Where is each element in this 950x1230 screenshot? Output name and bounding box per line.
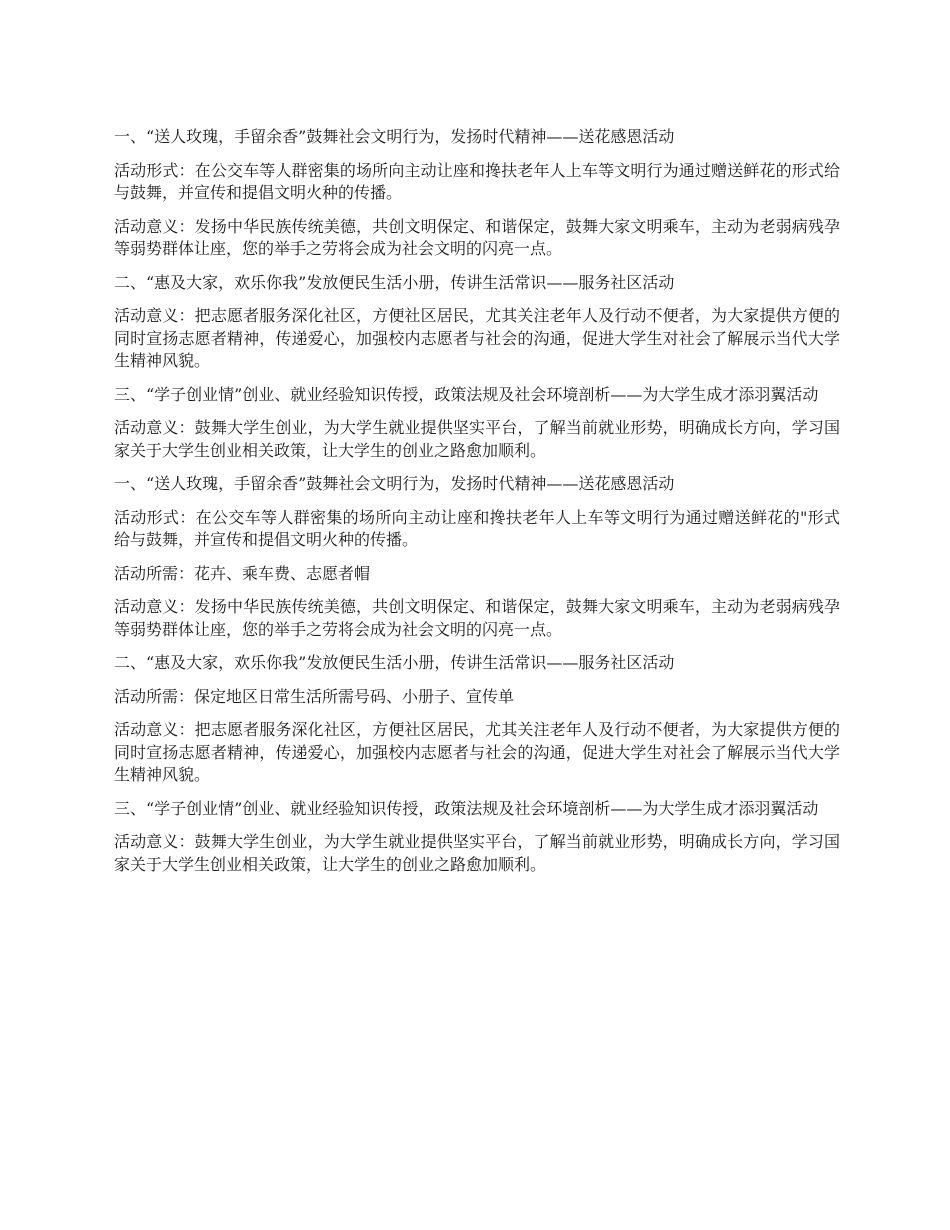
- section-heading-1: 一、“送人玫瑰，手留余香”鼓舞社会文明行为，发扬时代精神——送花感恩活动: [114, 127, 675, 146]
- activity-form-1: 活动形式：在公交车等人群密集的场所向主动让座和搀扶老年人上车等文明行为通过赠送鲜花的形式给与鼓舞，并宣传和提倡文明火种的传播。: [114, 160, 840, 202]
- activity-needs-2: 活动所需：保定地区日常生活所需号码、小册子、宣传单: [114, 686, 515, 706]
- activity-meaning-3-repeat: 活动意义：鼓舞大学生创业，为大学生就业提供坚实平台，了解当前就业形势，明确成长方向，学习国家关于大学生创业相关政策，让大学生的创业之路愈加顺利。: [114, 832, 840, 874]
- section-heading-3-repeat: 三、“学子创业情”创业、就业经验知识传授，政策法规及社会环境剖析——为大学生成才添羽翼活动: [114, 798, 819, 818]
- activity-meaning-2-repeat: 活动意义：把志愿者服务深化社区，方便社区居民，尤其关注老年人及行动不便者，为大家提供方便的同时宣扬志愿者精神，传递爱心，加强校内志愿者与社会的沟通，促进大学生对社会了解展示当代大学生精神风貌。: [114, 720, 840, 784]
- section-heading-2-repeat: 二、“惠及大家，欢乐你我”发放便民生活小册，传讲生活常识——服务社区活动: [114, 653, 675, 672]
- activity-needs-1: 活动所需：花卉、乘车费、志愿者帽: [114, 563, 371, 583]
- activity-form-1-repeat: 活动形式：在公交车等人群密集的场所向主动让座和搀扶老年人上车等文明行为通过赠送鲜花的"形式给与鼓舞，并宣传和提倡文明火种的传播。: [114, 507, 840, 549]
- activity-meaning-1: 活动意义：发扬中华民族传统美德，共创文明保定、和谐保定，鼓舞大家文明乘车，主动为老弱病残孕等弱势群体让座，您的举手之劳将会成为社会文明的闪亮一点。: [114, 216, 840, 258]
- activity-meaning-3: 活动意义：鼓舞大学生创业，为大学生就业提供坚实平台，了解当前就业形势，明确成长方向，学习国家关于大学生创业相关政策，让大学生的创业之路愈加顺利。: [114, 418, 840, 460]
- activity-meaning-1-repeat: 活动意义：发扬中华民族传统美德，共创文明保定、和谐保定，鼓舞大家文明乘车，主动为老弱病残孕等弱势群体让座，您的举手之劳将会成为社会文明的闪亮一点。: [114, 597, 840, 639]
- section-heading-1-repeat: 一、“送人玫瑰，手留余香”鼓舞社会文明行为，发扬时代精神——送花感恩活动: [114, 474, 675, 493]
- section-heading-3: 三、“学子创业情”创业、就业经验知识传授，政策法规及社会环境剖析——为大学生成才添羽翼活动: [114, 384, 819, 404]
- activity-meaning-2: 活动意义：把志愿者服务深化社区，方便社区居民，尤其关注老年人及行动不便者，为大家提供方便的同时宣扬志愿者精神，传递爱心，加强校内志愿者与社会的沟通，促进大学生对社会了解展示当代大学生精神风貌。: [114, 306, 840, 370]
- section-heading-2: 二、“惠及大家，欢乐你我”发放便民生活小册，传讲生活常识——服务社区活动: [114, 272, 675, 292]
- document-body: [114, 126, 840, 887]
